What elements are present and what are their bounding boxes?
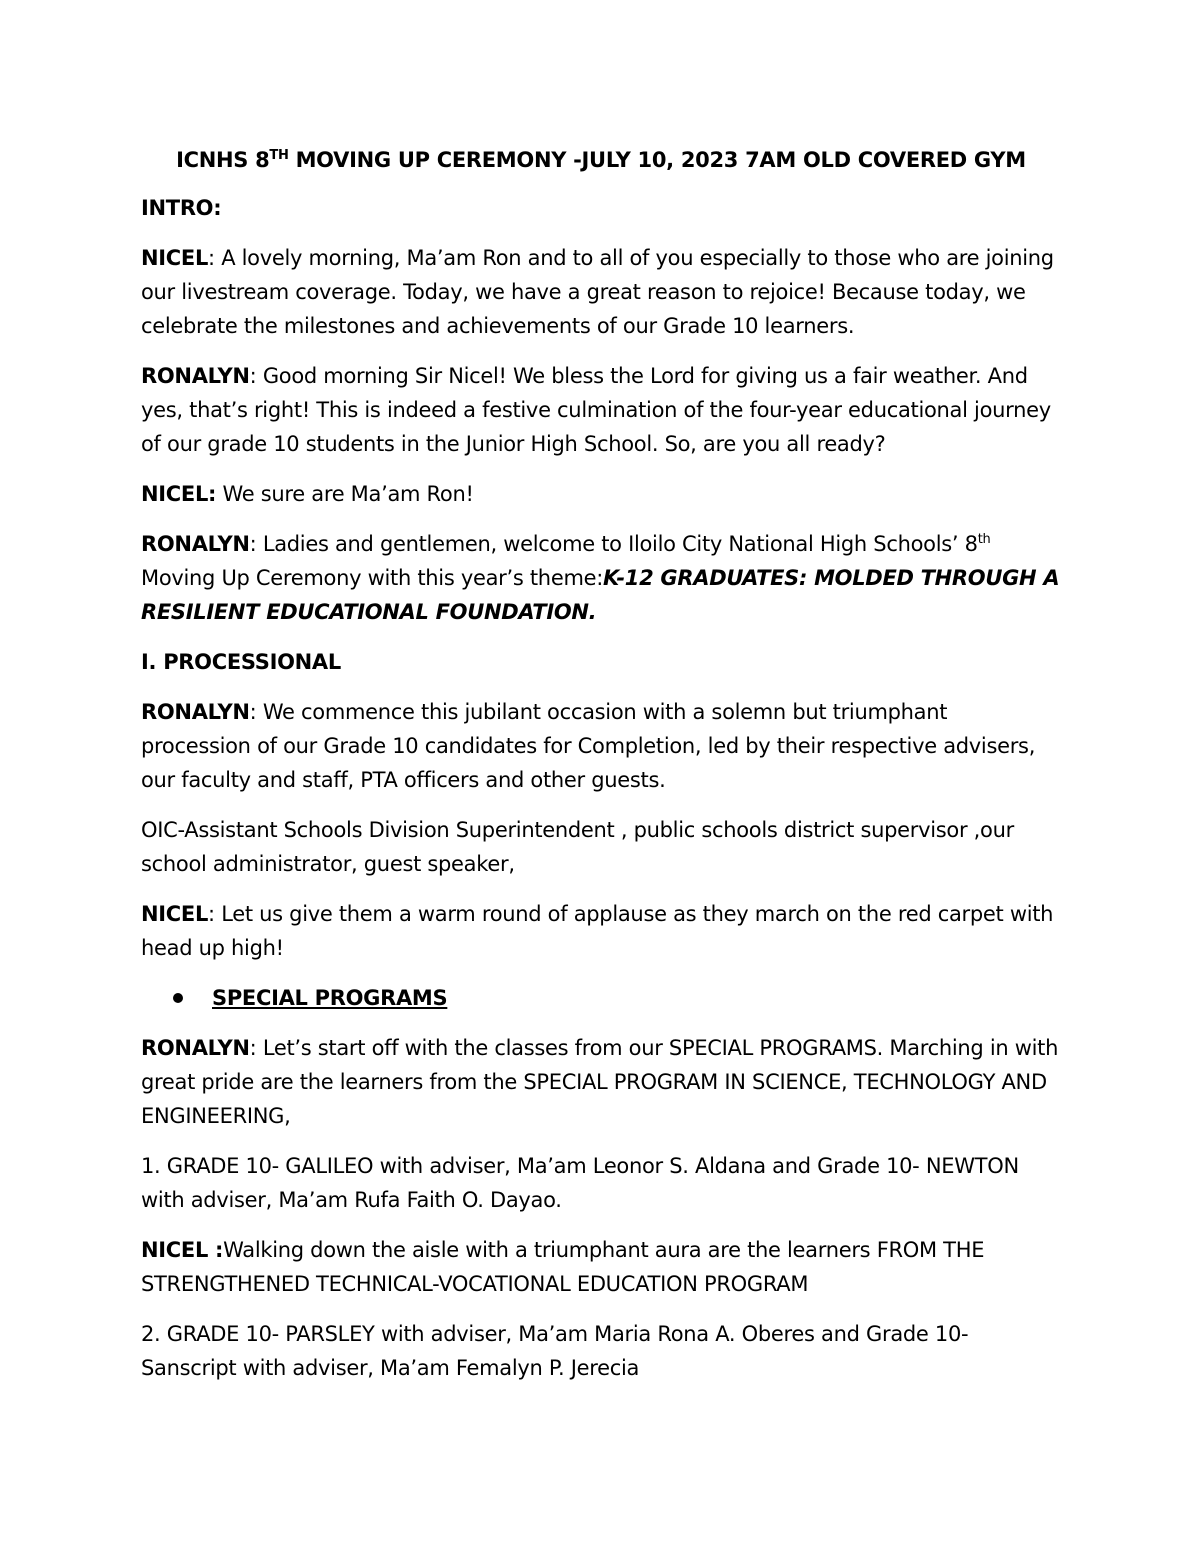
paragraph-ronalyn-special-programs	[141, 1031, 1061, 1133]
speaker-label: NICEL :	[141, 1238, 224, 1262]
speaker-label: RONALYN	[141, 532, 250, 556]
intro-heading: INTRO:	[141, 196, 222, 220]
dialogue-text: We sure are Ma’am Ron!	[216, 482, 474, 506]
speaker-label: RONALYN	[141, 364, 250, 388]
paragraph-class-list-1: 1. GRADE 10- GALILEO with adviser, Ma’am Leonor S. Aldana and Grade 10- NEWTON with adviser, Ma’am Rufa Faith O. Dayao.	[141, 1154, 1019, 1212]
speaker-colon: :	[249, 532, 257, 556]
paragraph-nicel-techvoc	[141, 1233, 1061, 1301]
dialogue-text: Ladies and gentlemen, welcome to Iloilo City National High Schools’ 8	[256, 532, 978, 556]
ordinal-superscript: th	[977, 532, 991, 547]
bullet-heading: SPECIAL PROGRAMS	[212, 986, 448, 1010]
speaker-label: NICEL	[141, 246, 209, 270]
speaker-colon: :	[208, 902, 215, 926]
paragraph-officials-list: OIC-Assistant Schools Division Superintendent , public schools district supervisor ,our school administrator, guest speaker,	[141, 818, 1014, 876]
paragraph-ronalyn-greeting	[141, 359, 1061, 461]
speaker-label: RONALYN	[141, 700, 250, 724]
title-text-rest: MOVING UP CEREMONY -JULY 10, 2023 7AM OLD COVERED GYM	[288, 148, 1026, 172]
speaker-label: NICEL:	[141, 482, 217, 506]
paragraph-ronalyn-procession	[141, 695, 1061, 797]
title-superscript: TH	[269, 148, 289, 163]
dialogue-text: Good morning Sir Nicel! We bless the Lord for giving us a fair weather. And yes, that’s right! This is indeed a festive culmination of the four-year educational journey of our grade 10 students in the Junior High School. So, are you all ready?	[141, 364, 1051, 456]
section-heading-processional: I. PROCESSIONAL	[141, 650, 341, 674]
dialogue-text: Let’s start off with the classes from our SPECIAL PROGRAMS. Marching in with great pride are the learners from the SPECIAL PROGRAM IN SCIENCE, TECHNOLOGY AND ENGINEERING,	[141, 1036, 1059, 1128]
dialogue-text: Let us give them a warm round of applause as they march on the red carpet with head up high!	[141, 902, 1054, 960]
title-text: ICNHS 8	[176, 148, 270, 172]
paragraph-ronalyn-welcome	[141, 527, 1061, 629]
speaker-colon: :	[249, 1036, 257, 1060]
dialogue-text: Walking down the aisle with a triumphant aura are the learners FROM THE STRENGTHENED TECHNICAL-VOCATIONAL EDUCATION PROGRAM	[141, 1238, 985, 1296]
ceremony-theme: K-12 GRADUATES: MOLDED THROUGH A RESILIENT EDUCATIONAL FOUNDATION.	[141, 566, 1060, 624]
bullet-dot-icon	[173, 993, 183, 1003]
paragraph-nicel-ready	[141, 477, 1061, 511]
speaker-colon: :	[249, 364, 257, 388]
speaker-colon: :	[249, 700, 257, 724]
paragraph-class-list-2: 2. GRADE 10- PARSLEY with adviser, Ma’am Maria Rona A. Oberes and Grade 10- Sanscript with adviser, Ma’am Femalyn P. Jerecia	[141, 1322, 969, 1380]
document-page	[141, 143, 1061, 1401]
speaker-label: RONALYN	[141, 1036, 250, 1060]
speaker-colon: :	[208, 246, 215, 270]
dialogue-text-continued: Moving Up Ceremony with this year’s theme:	[141, 566, 603, 590]
dialogue-text: We commence this jubilant occasion with a solemn but triumphant procession of our Grade 10 candidates for Completion, led by their respective advisers, our faculty and staff, PTA officers and other guests.	[141, 700, 1036, 792]
speaker-label: NICEL	[141, 902, 209, 926]
bullet-special-programs	[141, 981, 1061, 1015]
paragraph-nicel-intro	[141, 241, 1061, 343]
document-title	[141, 143, 1061, 177]
paragraph-nicel-applause	[141, 897, 1061, 965]
dialogue-text: A lovely morning, Ma’am Ron and to all of you especially to those who are joining our livestream coverage. Today, we have a great reason to rejoice! Because today, we celebrate the milestones and achievements of our Grade 10 learners.	[141, 246, 1054, 338]
